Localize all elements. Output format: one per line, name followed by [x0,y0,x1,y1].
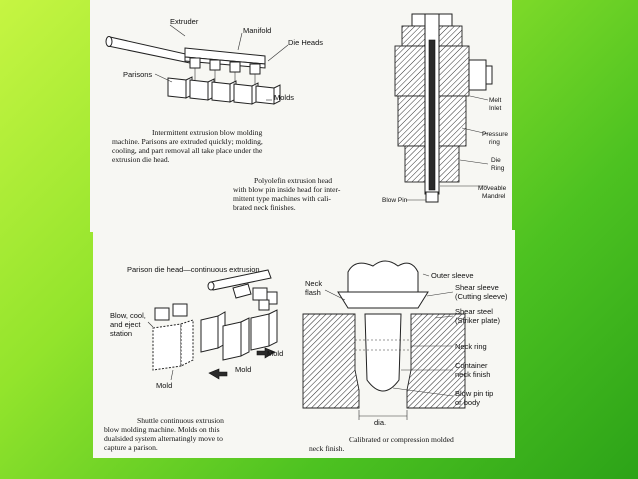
bottom-scanned-panel [93,230,515,458]
shuttle-machine-drawing [148,270,277,380]
label-mold-a: Mold [267,349,284,358]
label-pressure-1: Pressure [482,131,509,138]
label-blow-pin-2: or body [455,398,481,407]
label-container-2: neck finish [455,370,491,379]
label-melt-inlet-1: Melt [489,97,502,104]
label-shear-sleeve-1: Shear sleeve [455,283,499,292]
polyolefin-head-drawing [395,14,492,202]
caption-polyolefin [233,176,341,212]
label-mold-c: Mold [156,381,173,390]
svg-text:Intermittent extrusion blow mo: Intermittent extrusion blow molding [152,128,263,137]
svg-text:machine. Parisons are extruded: machine. Parisons are extruded quickly; molding, [112,137,263,146]
label-parison-die: Parison die head—continuous extrusion [127,265,260,274]
label-station-3: station [110,329,133,338]
svg-text:blow molding machine. Molds on: blow molding machine. Molds on this [104,425,220,434]
label-mandrel-2: Mandrel [482,193,506,200]
svg-text:Shuttle continuous extrusion: Shuttle continuous extrusion [137,416,224,425]
caption-shuttle [104,416,224,452]
svg-text:capture a parison.: capture a parison. [104,443,158,452]
label-shear-steel-1: Shear steel [455,307,493,316]
label-station-2: and eject [110,320,141,329]
top-diagrams [90,0,512,232]
label-shear-steel-2: (Striker plate) [455,316,501,325]
top-scanned-panel [90,0,512,232]
svg-text:brated neck finishes.: brated neck finishes. [233,203,296,212]
label-manifold: Manifold [243,26,272,35]
bottom-diagrams [93,230,515,458]
svg-text:Polyolefin extrusion head: Polyolefin extrusion head [254,176,333,185]
label-shear-sleeve-2: (Cutting sleeve) [455,292,508,301]
svg-text:dualsided system alternatingly: dualsided system alternatingly move to [104,434,223,443]
label-melt-inlet-2: Inlet [489,105,502,112]
svg-text:neck finish.: neck finish. [309,444,345,453]
calibrated-neck-drawing [303,261,465,420]
intermittent-machine-drawing [106,25,288,104]
label-pressure-2: ring [489,139,500,146]
label-outer-sleeve: Outer sleeve [431,271,474,280]
svg-text:extrusion die head.: extrusion die head. [112,155,170,164]
caption-intermittent [112,128,263,164]
svg-text:with blow pin inside head for: with blow pin inside head for inter- [233,185,341,194]
label-mold-b: Mold [235,365,252,374]
label-mandrel-1: Moveable [478,185,507,192]
label-neck-ring: Neck ring [455,342,487,351]
label-neck-flash-1: Neck [305,279,323,288]
label-extruder: Extruder [170,17,199,26]
label-container-1: Container [455,361,488,370]
label-die-ring-1: Die [491,157,501,164]
label-parisons: Parisons [123,70,153,79]
svg-text:cooling, and part removal all: cooling, and part removal all take place under the [112,146,263,155]
label-dia: dia. [374,418,387,427]
label-neck-flash-2: flash [305,288,321,297]
label-blow-pin: Blow Pin [382,197,408,204]
label-molds: Molds [274,93,295,102]
svg-text:Calibrated or compression mold: Calibrated or compression molded [349,435,454,444]
label-station-1: Blow, cool, [110,311,146,320]
caption-calibrated [309,435,454,453]
label-die-ring-2: Ring [491,165,505,172]
label-blow-pin-1: Blow pin tip [455,389,494,398]
label-die-heads: Die Heads [288,38,324,47]
svg-text:mittent type machines with cal: mittent type machines with cali- [233,194,331,203]
